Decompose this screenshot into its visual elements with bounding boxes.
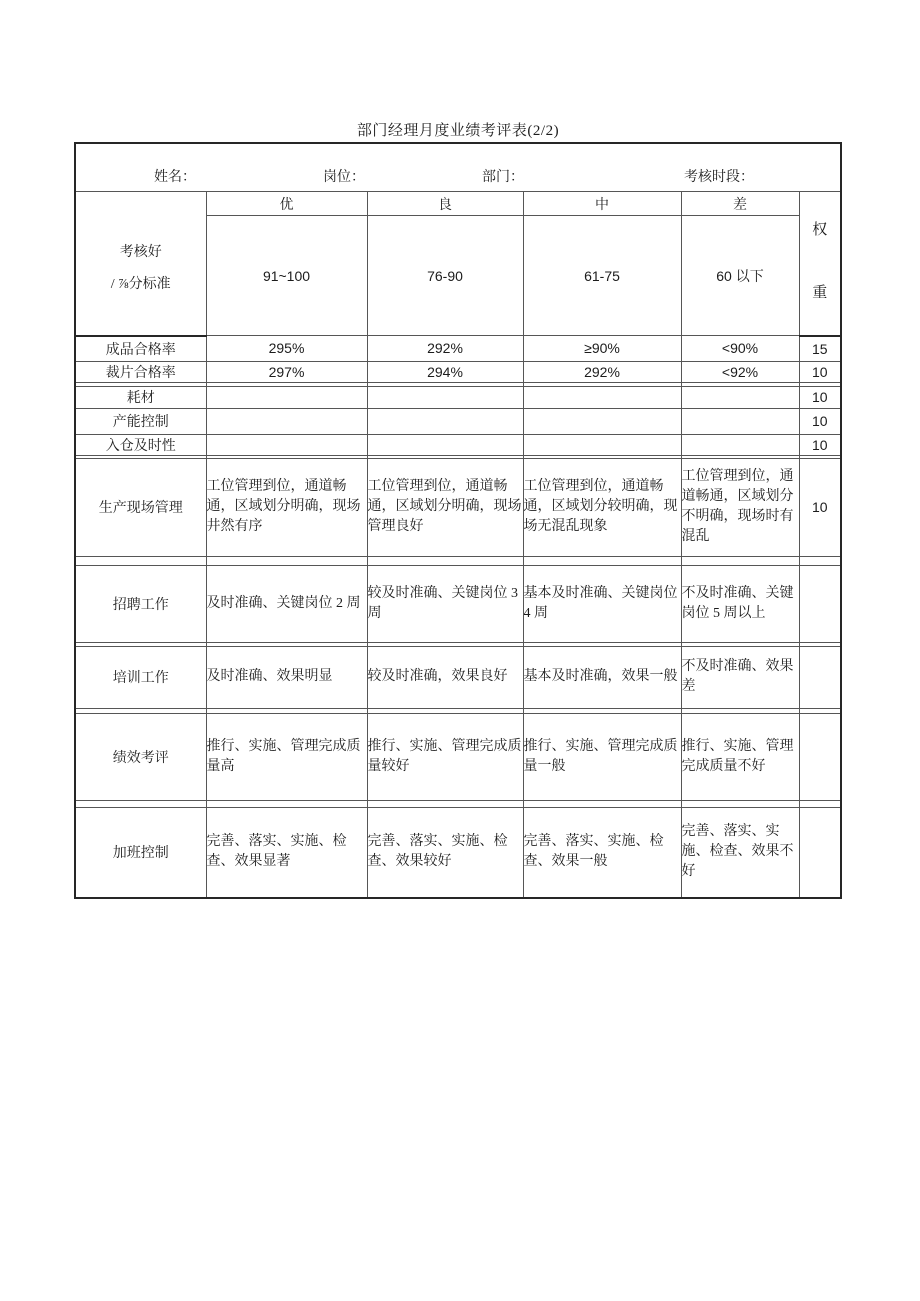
info-row [75, 143, 841, 192]
table-row [75, 434, 841, 455]
department-label: 部门： [482, 170, 524, 185]
row-label: 成品合格率 [75, 336, 206, 362]
cell-weight [799, 565, 841, 642]
cell-poor [681, 434, 799, 455]
cell-weight: 10 [799, 361, 841, 382]
cell-good: 294% [367, 361, 523, 382]
row-label: 入仓及时性 [75, 434, 206, 455]
table-row [75, 386, 841, 408]
cell-medium: 完善、落实、实施、检查、效果一般 [523, 807, 681, 898]
range-good: 76-90 [367, 216, 523, 336]
cell-poor: 不及时准确、关键岗位 5 周以上 [681, 565, 799, 642]
weight-char-top: 权 [812, 222, 828, 239]
cell-poor: 完善、落实、实施、检查、效果不好 [681, 807, 799, 898]
divider-row [75, 800, 841, 807]
cell-poor [681, 386, 799, 408]
row-label: 产能控制 [75, 408, 206, 434]
table-row [75, 713, 841, 800]
cell-poor: 工位管理到位，通道畅通，区域划分不明确，现场时有混乱 [681, 458, 799, 556]
table-row [75, 646, 841, 708]
position-label: 岗位： [323, 170, 365, 185]
cell-excellent: 295% [206, 336, 367, 362]
criteria-header [76, 192, 206, 334]
cell-poor: 推行、实施、管理完成质量不好 [681, 713, 799, 800]
row-label: 绩效考评 [75, 713, 206, 800]
criteria-line1: 考核好 [119, 245, 162, 261]
criteria-header-cell [75, 192, 206, 336]
criteria-line2: / ⅞分标准 [110, 277, 171, 293]
cell-good: 工位管理到位，通道畅通，区域划分明确，现场管理良好 [367, 458, 523, 556]
cell-weight: 15 [799, 336, 841, 362]
cell-excellent: 及时准确、关键岗位 2 周 [206, 565, 367, 642]
table-row [75, 807, 841, 898]
grade-good: 良 [367, 192, 523, 216]
cell-good [367, 386, 523, 408]
cell-good: 推行、实施、管理完成质量较好 [367, 713, 523, 800]
row-label: 裁片合格率 [75, 361, 206, 382]
cell-excellent [206, 386, 367, 408]
range-poor: 60 以下 [681, 216, 799, 336]
cell-excellent: 完善、落实、实施、检查、效果显著 [206, 807, 367, 898]
weight-header-cell [799, 192, 841, 336]
cell-excellent [206, 408, 367, 434]
grade-excellent: 优 [206, 192, 367, 216]
weight-header [800, 192, 841, 334]
cell-weight [799, 807, 841, 898]
cell-weight: 10 [799, 386, 841, 408]
row-label: 培训工作 [75, 646, 206, 708]
grade-poor: 差 [681, 192, 799, 216]
cell-good: 较及时准确、关键岗位 3 周 [367, 565, 523, 642]
weight-char-bottom: 重 [812, 285, 828, 302]
table-row [75, 458, 841, 556]
table-row [75, 336, 841, 362]
table-row [75, 361, 841, 382]
cell-medium: 推行、实施、管理完成质量一般 [523, 713, 681, 800]
cell-weight: 10 [799, 408, 841, 434]
cell-medium: 工位管理到位，通道畅通，区域划分较明确，现场无混乱现象 [523, 458, 681, 556]
grade-medium: 中 [523, 192, 681, 216]
cell-medium [523, 434, 681, 455]
row-label: 生产现场管理 [75, 458, 206, 556]
table-row [75, 408, 841, 434]
cell-medium: 基本及时准确、关键岗位 4 周 [523, 565, 681, 642]
name-label: 姓名： [154, 170, 196, 185]
cell-medium: ≥90% [523, 336, 681, 362]
cell-poor: 不及时准确、效果差 [681, 646, 799, 708]
info-labels [76, 144, 840, 191]
cell-excellent [206, 434, 367, 455]
cell-weight: 10 [799, 434, 841, 455]
evaluation-table [74, 142, 842, 899]
page-title: 部门经理月度业绩考评表(2/2) [356, 123, 560, 139]
info-cell [75, 143, 841, 192]
cell-good [367, 434, 523, 455]
cell-poor: <90% [681, 336, 799, 362]
cell-good [367, 408, 523, 434]
range-medium: 61-75 [523, 216, 681, 336]
cell-medium: 292% [523, 361, 681, 382]
cell-medium [523, 408, 681, 434]
cell-weight [799, 646, 841, 708]
cell-good: 完善、落实、实施、检查、效果较好 [367, 807, 523, 898]
cell-excellent: 工位管理到位，通道畅通，区域划分明确，现场井然有序 [206, 458, 367, 556]
row-label: 耗材 [75, 386, 206, 408]
grade-header-row [75, 192, 841, 216]
cell-excellent: 推行、实施、管理完成质量高 [206, 713, 367, 800]
table-row [75, 565, 841, 642]
row-label: 加班控制 [75, 807, 206, 898]
cell-weight: 10 [799, 458, 841, 556]
cell-excellent: 及时准确、效果明显 [206, 646, 367, 708]
cell-medium: 基本及时准确，效果一般 [523, 646, 681, 708]
cell-poor [681, 408, 799, 434]
cell-good: 292% [367, 336, 523, 362]
cell-poor: <92% [681, 361, 799, 382]
cell-weight [799, 713, 841, 800]
evaluation-form [74, 122, 842, 899]
cell-medium [523, 386, 681, 408]
cell-good: 较及时准确，效果良好 [367, 646, 523, 708]
cell-excellent: 297% [206, 361, 367, 382]
row-label: 招聘工作 [75, 565, 206, 642]
range-excellent: 91~100 [206, 216, 367, 336]
period-label: 考核时段： [684, 170, 754, 185]
divider-row [75, 556, 841, 565]
